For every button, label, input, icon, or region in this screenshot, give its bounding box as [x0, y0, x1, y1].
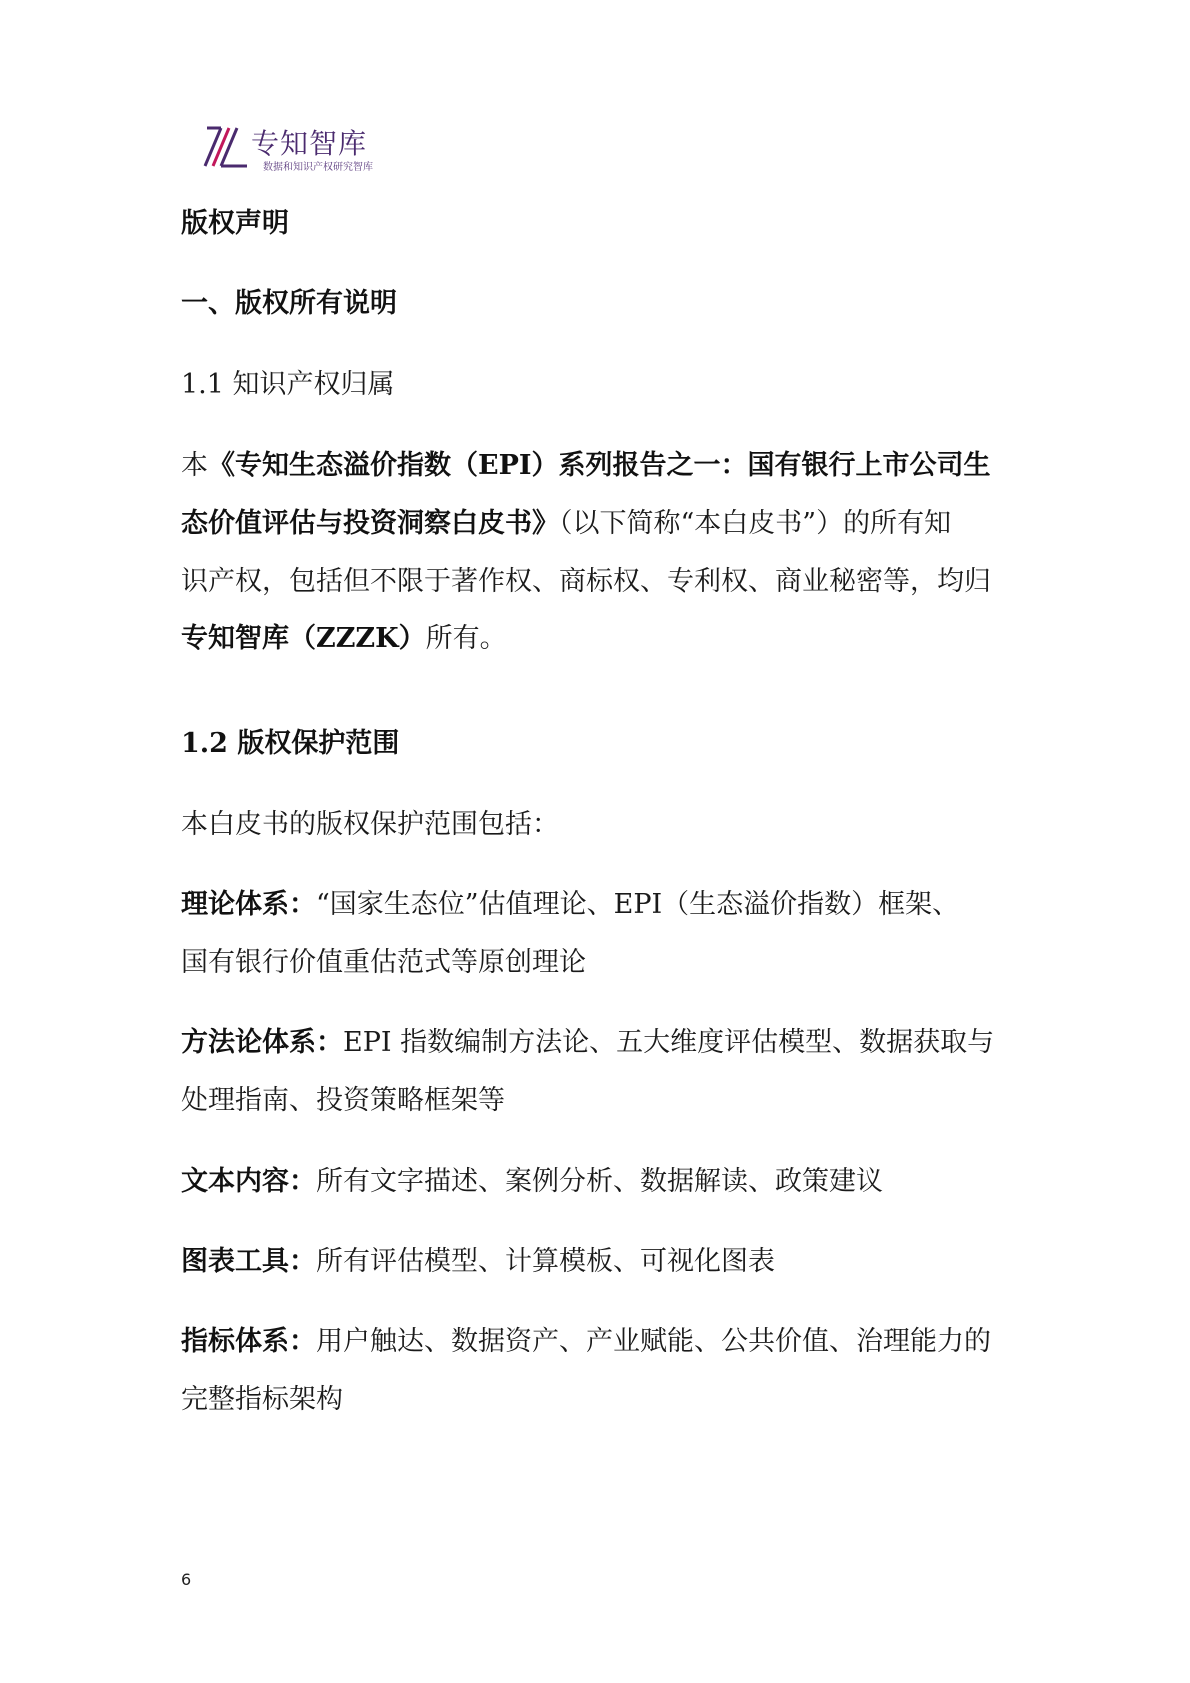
item-label: 指标体系：: [181, 1326, 316, 1357]
subsection-title-ip-ownership: 1.1 知识产权归属: [181, 369, 395, 400]
scope-intro: 本白皮书的版权保护范围包括：: [181, 809, 559, 840]
list-item: [181, 1324, 1021, 1360]
item-text: 所有文字描述、案例分析、数据解读、政策建议: [316, 1166, 883, 1197]
list-item-continuation: 完整指标架构: [181, 1384, 343, 1415]
item-label: 图表工具：: [181, 1246, 316, 1277]
item-text: EPI 指数编制方法论、五大维度评估模型、数据获取与: [343, 1027, 995, 1058]
item-text: “国家生态位”估值理论、EPI（生态溢价指数）框架、: [316, 889, 960, 920]
logo: [201, 118, 401, 178]
list-item: [181, 1025, 1021, 1061]
paragraph-text: （以下简称“本白皮书”）的所有知: [559, 508, 952, 539]
paragraph-line: [181, 506, 1021, 542]
item-label: 理论体系：: [181, 889, 316, 920]
owner-name: 专知智库（ZZZK）: [181, 623, 426, 654]
logo-title: 专知智库: [251, 127, 368, 160]
logo-subtitle: 数据和知识产权研究智库: [263, 162, 373, 173]
paragraph-text: 本: [181, 450, 208, 481]
paragraph-text: 所有。: [425, 623, 507, 654]
report-title: 态价值评估与投资洞察白皮书》: [181, 508, 559, 539]
list-item-continuation: 处理指南、投资策略框架等: [181, 1085, 505, 1116]
paragraph-line: [181, 448, 1021, 484]
item-text: 用户触达、数据资产、产业赋能、公共价值、治理能力的: [316, 1326, 991, 1357]
list-item: [181, 1244, 1021, 1280]
paragraph-line: 识产权，包括但不限于著作权、商标权、专利权、商业秘密等，均归: [181, 566, 991, 597]
report-title: 《专知生态溢价指数（EPI）系列报告之一：国有银行上市公司生: [208, 450, 991, 481]
list-item-continuation: 国有银行价值重估范式等原创理论: [181, 947, 586, 978]
page-heading: 版权声明: [181, 208, 289, 239]
item-label: 文本内容：: [181, 1166, 316, 1197]
list-item: [181, 887, 1021, 923]
zzzk-logo-mark-icon: [201, 124, 249, 170]
section-title-copyright-ownership: 一、版权所有说明: [181, 288, 397, 319]
page-number: 6: [181, 1570, 192, 1589]
paragraph-line: [181, 621, 1021, 657]
item-label: 方法论体系：: [181, 1027, 343, 1058]
item-text: 所有评估模型、计算模板、可视化图表: [316, 1246, 775, 1277]
subsection-title-protection-scope: 1.2 版权保护范围: [181, 728, 400, 759]
list-item: [181, 1164, 1021, 1200]
